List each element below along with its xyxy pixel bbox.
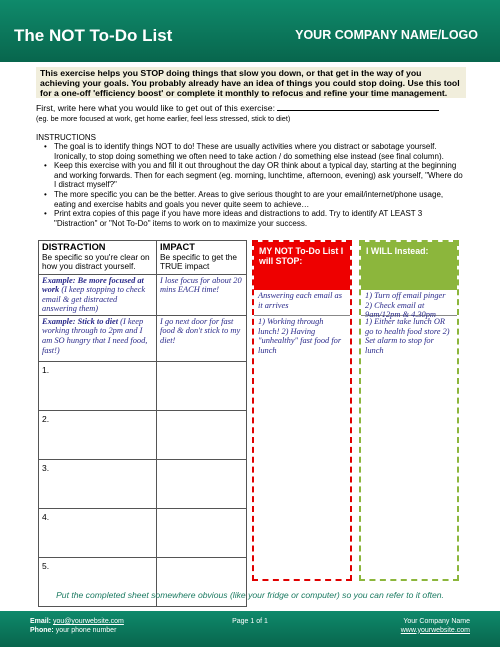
distraction-subheading: Be specific so you're clear on how you distract yourself. — [42, 251, 150, 271]
impact-entry-2[interactable] — [157, 410, 247, 459]
distraction-entry-1[interactable]: 1. — [39, 361, 157, 410]
example-impact: I lose focus for about 20 mins EACH time! — [157, 274, 247, 315]
example-impact: I go next door for fast food & don't stick to my diet! — [157, 315, 247, 361]
email-label: Email: — [30, 618, 52, 625]
distraction-heading: DISTRACTION — [42, 242, 106, 252]
instead-example: 1) Turn off email pinger 2) Check email at 9am/12pm & 4.30pm — [361, 290, 457, 316]
impact-entry-3[interactable] — [157, 459, 247, 508]
example-label: Example: Be more focused at work — [42, 275, 144, 295]
goal-example: (eg. be more focused at work, get home earlier, feel less stressed, stick to diet) — [36, 114, 291, 123]
stop-column — [252, 240, 352, 581]
phone-number: your phone number — [55, 626, 117, 634]
phone-label: Phone: — [30, 626, 54, 634]
footer-banner — [0, 611, 500, 647]
distraction-impact-table — [38, 240, 247, 607]
email-link[interactable]: you@yourwebsite.com — [52, 618, 124, 625]
impact-heading: IMPACT — [160, 242, 195, 252]
impact-subheading: Be specific to get the TRUE impact — [160, 251, 238, 271]
instead-column — [359, 240, 459, 581]
impact-entry-1[interactable] — [157, 361, 247, 410]
instructions-heading: INSTRUCTIONS — [36, 133, 96, 142]
goal-prompt-label: First, write here what you would like to get out of this exercise: — [36, 103, 276, 113]
example-distraction — [39, 274, 157, 315]
stop-example: Answering each email as it arrives — [254, 290, 350, 316]
footer-company-name: Your Company Name — [403, 618, 470, 625]
example-label: Example: Stick to diet — [42, 316, 119, 326]
example-text: (I keep working through to 2pm and I am SO hungry that I need food, fast!) — [42, 316, 148, 355]
placement-tip: Put the completed sheet somewhere obvious (like your fridge or computer) so you can refer to it often. — [56, 590, 444, 600]
goal-prompt — [36, 103, 476, 113]
instead-column-heading: I WILL Instead: — [361, 242, 457, 290]
distraction-entry-2[interactable]: 2. — [39, 410, 157, 459]
instruction-item: • The goal is to identify things NOT to do! These are usually activities where you distract or sabotage yourself. Ironically, to stop doing something we often need to take action / do something else instead (see final column). — [44, 142, 464, 161]
stop-example: 1) Working through lunch! 2) Having "unhealthy" fast food for lunch — [258, 317, 342, 355]
page-number: Page 1 of 1 — [232, 618, 268, 625]
distraction-entry-3[interactable]: 3. — [39, 459, 157, 508]
distraction-entry-4[interactable]: 4. — [39, 508, 157, 557]
instruction-item: • The more specific you can be the better. Areas to give serious thought to are your email/internet/phone usage, eating and exercise habits and goals you never quite seem to achieve… — [44, 190, 464, 209]
instruction-item: • Print extra copies of this page if you have more ideas and distractions to add. Try to identify AT LEAST 3 "Distraction" or "Not To-Do" items to work on to maximize your success. — [44, 209, 464, 228]
example-text: (I keep stopping to check email & get distracted answering them) — [42, 285, 146, 314]
stop-column-heading: MY NOT To-Do List I will STOP: — [254, 242, 350, 290]
distraction-header — [39, 241, 157, 275]
goal-write-line[interactable] — [277, 103, 439, 111]
instruction-item: • Keep this exercise with you and fill it out throughout the day OR think about a typical day, starting at the beginning and working forwards. Then for each segment (eg. morning, lunchtime, afternoon, evening) ask yourself, "Where do I distract myself?" — [44, 161, 464, 190]
website-link[interactable]: www.yourwebsite.com — [400, 626, 470, 634]
instructions-list — [44, 142, 464, 228]
example-distraction — [39, 315, 157, 361]
page-title: The NOT To-Do List — [14, 26, 173, 45]
impact-header — [157, 241, 247, 275]
header-banner — [0, 0, 500, 62]
intro-text: This exercise helps you STOP doing things that slow you down, or that get in the way of you achieving your goals. You probably already have an idea of things you could stop doing. Use this tool for a one-off 'efficiency boost' or complete it monthly to refocus and refine your time management. — [36, 67, 466, 98]
impact-entry-4[interactable] — [157, 508, 247, 557]
instead-example: 1) Either take lunch OR go to health food store 2) Set alarm to stop for lunch — [365, 317, 450, 355]
footer-company — [401, 618, 470, 635]
company-logo-placeholder: YOUR COMPANY NAME/LOGO — [295, 28, 478, 42]
distraction-entry-5[interactable]: 5. — [39, 557, 157, 606]
